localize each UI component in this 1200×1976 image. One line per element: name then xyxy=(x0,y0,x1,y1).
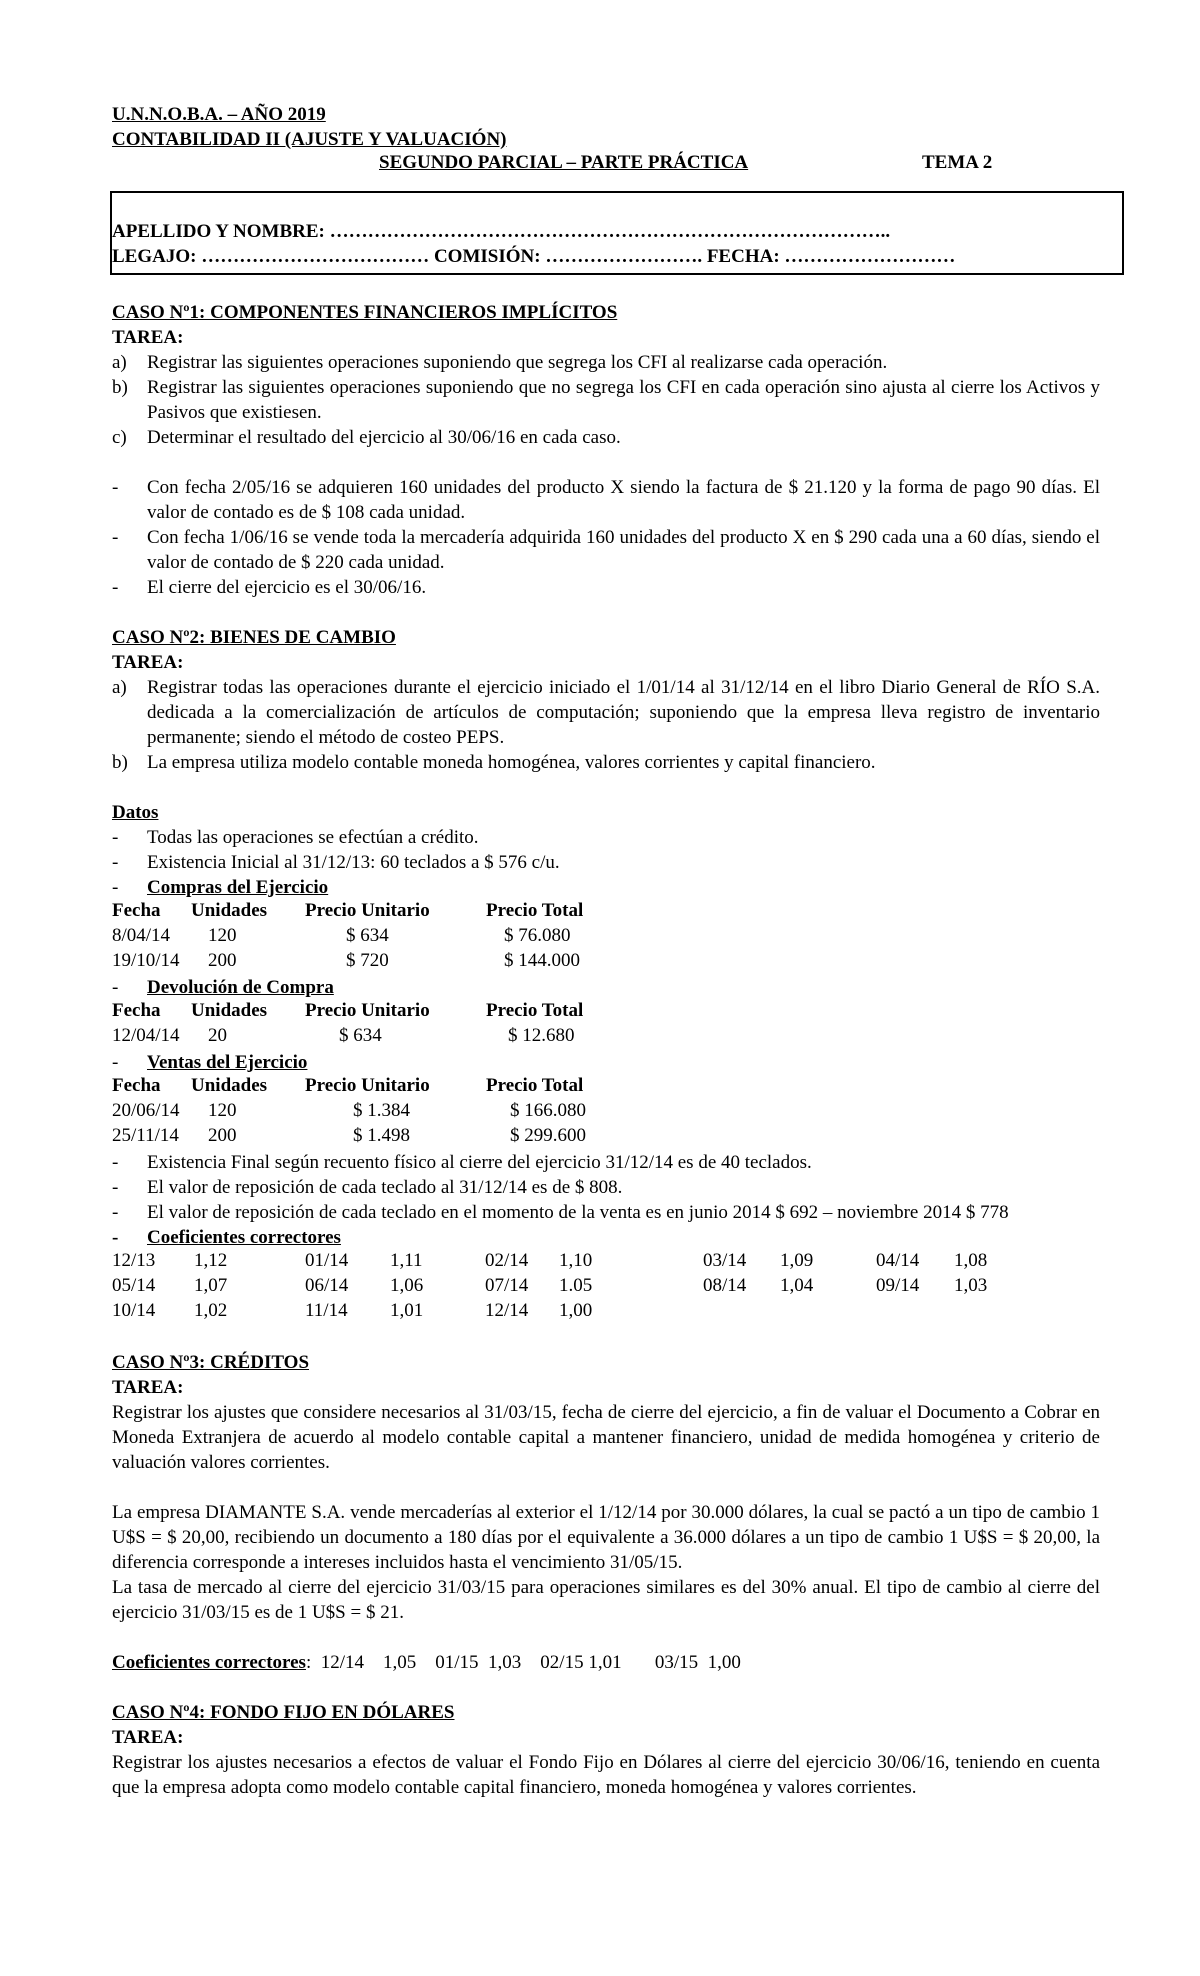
table-header-row xyxy=(112,900,1100,925)
table-header-row xyxy=(112,1000,1100,1025)
table-cell: $ 1.384 xyxy=(353,1100,410,1121)
caso1-data xyxy=(112,475,1100,600)
caso1-title: CASO Nº1: COMPONENTES FINANCIEROS IMPLÍCITOS xyxy=(112,302,618,323)
data-item xyxy=(112,1175,1100,1200)
coef-cell: 12/13 xyxy=(112,1250,156,1271)
task-item-text: Registrar todas las operaciones durante el ejercicio iniciado el 1/01/14 al 31/12/14 en el libro Diario General de RÍO S.A. dedicada a la comercialización de artículos de computación; suponiendo que la empresa lleva registro de inventario permanente; siendo el método de costeo PEPS. xyxy=(147,677,1100,748)
table-header-cell: Fecha xyxy=(112,900,161,921)
data-item-marker: - xyxy=(112,1177,119,1198)
caso4-title: CASO Nº4: FONDO FIJO EN DÓLARES xyxy=(112,1702,455,1723)
ventas-table xyxy=(112,1075,1100,1150)
table-header-row xyxy=(112,1075,1100,1100)
caso1-tasks xyxy=(112,350,1100,450)
table-header-cell: Precio Total xyxy=(486,1075,584,1096)
task-item-marker: a) xyxy=(112,352,127,373)
coef-row xyxy=(112,1275,1100,1300)
coef-cell: 10/14 xyxy=(112,1300,156,1321)
task-item-text: Registrar las siguientes operaciones suponiendo que segrega los CFI al realizarse cada operación. xyxy=(147,352,888,373)
table-cell: 200 xyxy=(208,950,237,971)
task-item-marker: b) xyxy=(112,752,128,773)
caso2-title: CASO Nº2: BIENES DE CAMBIO xyxy=(112,627,396,648)
table-header-cell: Precio Unitario xyxy=(305,1000,430,1021)
task-item-marker: c) xyxy=(112,427,127,448)
table-cell: 120 xyxy=(208,1100,237,1121)
caso3-task-text: Registrar los ajustes que considere necesarios al 31/03/15, fecha de cierre del ejercicio, a fin de valuar el Documento a Cobrar en Moneda Extranjera de acuerdo al modelo contable capital a mantener financiero, unidad de medida homogénea y criterio de valuación valores corrientes. xyxy=(112,1402,1100,1473)
data-item xyxy=(112,575,1100,600)
table-row xyxy=(112,925,1100,950)
table-row xyxy=(112,1025,1100,1050)
exam-header-row xyxy=(112,152,1100,177)
task-item-marker: a) xyxy=(112,677,127,698)
data-item-marker: - xyxy=(112,1202,119,1223)
caso3-coef-label: Coeficientes correctores xyxy=(112,1652,306,1673)
coef-cell: 1,02 xyxy=(194,1300,228,1321)
task-item-marker: b) xyxy=(112,377,128,398)
course-header: CONTABILIDAD II (AJUSTE Y VALUACIÓN) xyxy=(112,129,507,150)
table-row xyxy=(112,1100,1100,1125)
table-cell: 19/10/14 xyxy=(112,950,180,971)
data-item-text: El valor de reposición de cada teclado al 31/12/14 es de $ 808. xyxy=(147,1177,623,1198)
data-item xyxy=(112,525,1100,575)
table-cell: $ 634 xyxy=(339,1025,382,1046)
coef-row xyxy=(112,1250,1100,1275)
table-cell: 120 xyxy=(208,925,237,946)
task-item-text: Determinar el resultado del ejercicio al 30/06/16 en cada caso. xyxy=(147,427,621,448)
coef-cell: 1,09 xyxy=(780,1250,814,1271)
caso2-section xyxy=(112,625,1100,1325)
data-item xyxy=(112,1200,1100,1225)
table-cell: $ 634 xyxy=(346,925,389,946)
coef-cell: 1,03 xyxy=(954,1275,988,1296)
caso3-title: CASO Nº3: CRÉDITOS xyxy=(112,1352,310,1373)
coef-cell: 1,06 xyxy=(390,1275,424,1296)
caso4-task-text: Registrar los ajustes necesarios a efectos de valuar el Fondo Fijo en Dólares al cierre del ejercicio 30/06/16, teniendo en cuenta que la empresa adopta como modelo contable capital financiero, moneda homogénea y valores corrientes. xyxy=(112,1752,1100,1798)
table-cell: 25/11/14 xyxy=(112,1125,179,1146)
table-header-cell: Precio Total xyxy=(486,900,584,921)
ventas-heading: - Ventas del Ejercicio xyxy=(112,1052,308,1073)
table-row xyxy=(112,1125,1100,1150)
caso4-tarea: TAREA: xyxy=(112,1727,184,1748)
data-item-text: El valor de reposición de cada teclado en el momento de la venta es en junio 2014 $ 692 – noviembre 2014 $ 778 xyxy=(147,1202,1009,1223)
coef-cell: 11/14 xyxy=(305,1300,348,1321)
task-item xyxy=(112,425,1100,450)
coef-cell: 12/14 xyxy=(485,1300,529,1321)
data-item xyxy=(112,825,1100,850)
compras-table xyxy=(112,900,1100,975)
coef-cell: 07/14 xyxy=(485,1275,529,1296)
caso2-tarea: TAREA: xyxy=(112,652,184,673)
table-cell: 20 xyxy=(208,1025,227,1046)
task-item xyxy=(112,375,1100,425)
data-item-marker: - xyxy=(112,1152,119,1173)
data-item-marker: - xyxy=(112,527,119,548)
data-item-text: El cierre del ejercicio es el 30/06/16. xyxy=(147,577,427,598)
caso2-tasks xyxy=(112,675,1100,775)
coef-cell: 04/14 xyxy=(876,1250,920,1271)
caso3-coef-values: : 12/14 1,05 01/15 1,03 02/15 1,01 03/15 1,00 xyxy=(305,1652,741,1673)
devolucion-heading: - Devolución de Compra xyxy=(112,977,334,998)
table-cell: $ 144.000 xyxy=(504,950,580,971)
university-header: U.N.N.O.B.A. – AÑO 2019 xyxy=(112,104,326,125)
caso3-section xyxy=(112,1350,1100,1675)
data-item xyxy=(112,850,1100,875)
data-item xyxy=(112,475,1100,525)
table-header-cell: Unidades xyxy=(191,1075,268,1096)
coef-cell: 1,01 xyxy=(390,1300,424,1321)
caso2-data-list xyxy=(112,825,1100,875)
table-header-cell: Fecha xyxy=(112,1075,161,1096)
student-details-field[interactable]: LEGAJO: ……………………………… COMISIÓN: ……………………. FECHA: ……………………… xyxy=(112,246,956,267)
task-item-text: Registrar las siguientes operaciones suponiendo que no segrega los CFI en cada operación sino ajusta al cierre los Activos y Pasivos que existiesen. xyxy=(147,377,1100,423)
data-item-marker: - xyxy=(112,827,119,848)
data-item-marker: - xyxy=(112,852,119,873)
table-header-cell: Unidades xyxy=(191,1000,268,1021)
data-item-text: Con fecha 1/06/16 se vende toda la mercadería adquirida 160 unidades del producto X en $ 290 cada una a 60 días, siendo el valor de contado de $ 220 cada unidad. xyxy=(147,527,1100,573)
task-item xyxy=(112,750,1100,775)
coef-cell: 01/14 xyxy=(305,1250,349,1271)
table-header-cell: Unidades xyxy=(191,900,268,921)
coef-cell: 1,00 xyxy=(559,1300,593,1321)
coef-cell: 05/14 xyxy=(112,1275,156,1296)
data-item-marker: - xyxy=(112,577,119,598)
data-item-text: Existencia Inicial al 31/12/13: 60 teclados a $ 576 c/u. xyxy=(147,852,560,873)
coef-cell: 09/14 xyxy=(876,1275,920,1296)
coef-cell: 02/14 xyxy=(485,1250,529,1271)
compras-heading: - Compras del Ejercicio xyxy=(112,877,329,898)
exam-page xyxy=(112,102,1100,1800)
data-item-marker: - xyxy=(112,477,119,498)
task-item xyxy=(112,350,1100,375)
coef-cell: 03/14 xyxy=(703,1250,747,1271)
coef-row xyxy=(112,1300,1100,1325)
caso1-section xyxy=(112,300,1100,600)
table-header-cell: Precio Total xyxy=(486,1000,584,1021)
table-cell: $ 299.600 xyxy=(510,1125,586,1146)
caso3-tarea: TAREA: xyxy=(112,1377,184,1398)
table-cell: 8/04/14 xyxy=(112,925,171,946)
coef-heading: - Coeficientes correctores xyxy=(112,1227,341,1248)
data-item-text: Todas las operaciones se efectúan a crédito. xyxy=(147,827,479,848)
table-cell: $ 76.080 xyxy=(504,925,571,946)
exam-title: SEGUNDO PARCIAL – PARTE PRÁCTICA xyxy=(379,152,749,173)
coef-cell: 1,11 xyxy=(390,1250,423,1271)
caso3-paragraph-1: La empresa DIAMANTE S.A. vende mercaderías al exterior el 1/12/14 por 30.000 dólares, la cual se pactó a un tipo de cambio 1 U$S = $ 20,00, recibiendo un documento a 180 días por el equivalente a 36.000 dólares a un tipo de cambio 1 U$S = $ 20,00, la diferencia corresponde a intereses incluidos hasta el vencimiento 31/05/15. xyxy=(112,1502,1100,1573)
task-item-text: La empresa utiliza modelo contable moneda homogénea, valores corrientes y capital financiero. xyxy=(147,752,876,773)
table-cell: 200 xyxy=(208,1125,237,1146)
caso4-section xyxy=(112,1700,1100,1800)
coef-cell: 1,08 xyxy=(954,1250,988,1271)
table-row xyxy=(112,950,1100,975)
caso3-coef-line xyxy=(112,1650,1100,1675)
coef-cell: 1,12 xyxy=(194,1250,228,1271)
coef-cell: 1,07 xyxy=(194,1275,228,1296)
table-header-cell: Fecha xyxy=(112,1000,161,1021)
table-cell: $ 12.680 xyxy=(508,1025,575,1046)
data-item-text: Con fecha 2/05/16 se adquieren 160 unidades del producto X siendo la factura de $ 21.120 y la forma de pago 90 días. El valor de contado es de $ 108 cada unidad. xyxy=(147,477,1100,523)
student-name-field[interactable]: APELLIDO Y NOMBRE: …………………………………………………………………………….. xyxy=(112,221,891,242)
coef-cell: 1,04 xyxy=(780,1275,814,1296)
table-cell: $ 166.080 xyxy=(510,1100,586,1121)
coef-cell: 1,10 xyxy=(559,1250,593,1271)
data-item-text: Existencia Final según recuento físico al cierre del ejercicio 31/12/14 es de 40 teclados. xyxy=(147,1152,812,1173)
coef-cell: 06/14 xyxy=(305,1275,349,1296)
data-item xyxy=(112,1150,1100,1175)
datos-title: Datos xyxy=(112,802,159,823)
table-header-cell: Precio Unitario xyxy=(305,1075,430,1096)
tema-label: TEMA 2 xyxy=(922,152,993,173)
caso3-paragraph-2: La tasa de mercado al cierre del ejercicio 31/03/15 para operaciones similares es del 30% anual. El tipo de cambio al cierre del ejercicio 31/03/15 es de 1 U$S = $ 21. xyxy=(112,1577,1100,1623)
caso1-tarea: TAREA: xyxy=(112,327,184,348)
caso2-more-data xyxy=(112,1150,1100,1225)
coef-cell: 1.05 xyxy=(559,1275,593,1296)
coef-table xyxy=(112,1250,1100,1325)
table-cell: 12/04/14 xyxy=(112,1025,180,1046)
task-item xyxy=(112,675,1100,750)
table-cell: $ 720 xyxy=(346,950,389,971)
table-header-cell: Precio Unitario xyxy=(305,900,430,921)
table-cell: 20/06/14 xyxy=(112,1100,180,1121)
devolucion-table xyxy=(112,1000,1100,1050)
coef-cell: 08/14 xyxy=(703,1275,747,1296)
student-info-box xyxy=(110,191,1124,275)
table-cell: $ 1.498 xyxy=(353,1125,410,1146)
